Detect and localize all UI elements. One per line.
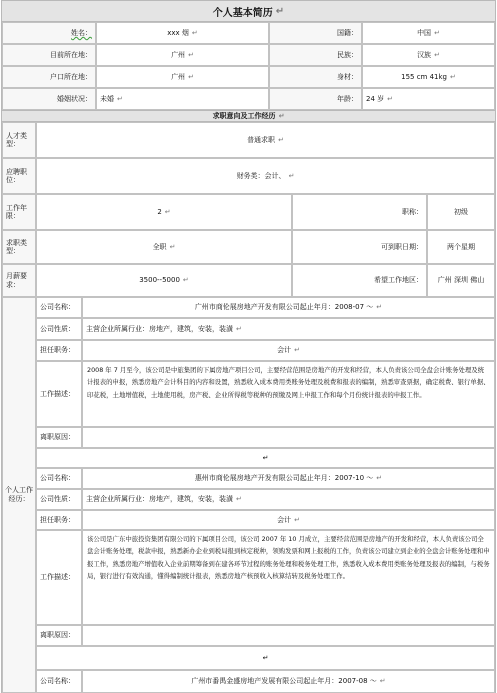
job1-nature-text: 主营企业所属行业：房地产，建筑，安装，装潢 <box>86 324 233 333</box>
job1-description: 2008 年 7 月至今，该公司是中旅集团的下属房地产项目公司，主要经营范围是房地产的开发和经营，本人负责该公司全盘会计账务处理及统计报表的申报，熟悉房地产会计科目的内容和设置，熟悉收入成本费用类账务处理及税费和报表的编制，熟悉审查票据，确定税费、银行单据、印花税，土地增值税，土地使用税，房产税、企业所得税等税种的预缴及网上申报工作和每个月份统计报表的申报工作。 <box>82 361 495 427</box>
job2-reason <box>82 625 495 646</box>
job1-company <box>82 297 495 318</box>
start-date-value: 两个星期 <box>427 230 495 264</box>
reason-label: 离职原因： <box>36 427 82 448</box>
job2-company-row <box>2 468 495 489</box>
name-value-text: xxx 烟 <box>167 28 189 37</box>
spacer-cell: ↵ <box>36 646 495 670</box>
salary-value <box>36 264 292 297</box>
job1-description-row <box>2 361 495 427</box>
paragraph-mark: ↵ <box>294 346 300 355</box>
paragraph-mark: ↵ <box>387 94 394 103</box>
ethnicity-value-text: 汉族 <box>417 50 432 59</box>
hukou-value <box>96 66 269 88</box>
intent-row-salary <box>2 264 495 297</box>
job3-company-row <box>2 670 495 693</box>
job2-company-text: 惠州市商伦展房地产开发有限公司起止年月：2007-10 ～ <box>194 474 374 483</box>
nationality-label: 国籍： <box>269 22 362 44</box>
page-title-text: 个人基本简历 <box>212 7 273 19</box>
paragraph-mark: ↵ <box>117 94 123 103</box>
nationality-value <box>362 22 495 44</box>
intent-row-type <box>2 122 495 158</box>
title-label: 职称： <box>292 194 427 230</box>
job2-description: 该公司是广东中旅投资集团有限公司的下属项目公司，该公司 2007 年 10 月成立，主要经营范围是房地产的开发和经营，本人负责该公司全盘会计账务处理，税款申报，熟悉新办企业到税局报到核定税种，领购发票和网上报税的工作，负责该公司建立到企业的全盘会计账务处理和申报工作，熟悉房地产增值收入企业前期筹备到在建各环节过程的账务处理和税务处理工作，熟悉收入成本费用类账务处理及报表的编制，与税务局，银行进行有效沟通，懂得编制统计报表，熟悉房地产核预收入核算结转及税务处理工作。 <box>82 530 495 625</box>
nationality-value-text: 中国 <box>417 28 432 37</box>
paragraph-mark: ↵ <box>434 28 440 37</box>
paragraph-mark: ↵ <box>450 72 456 81</box>
area-label: 希望工作地区： <box>292 264 427 297</box>
job2-position-text: 会计 <box>277 515 292 524</box>
talent-type-label: 人才类型： <box>2 122 36 158</box>
job2-company <box>82 468 495 489</box>
job2-description-row <box>2 530 495 625</box>
paragraph-mark: ↵ <box>379 677 386 686</box>
reason-label: 离职原因： <box>36 625 82 646</box>
age-value <box>362 88 495 110</box>
job1-company-text: 广州市商伦展房地产开发有限公司起止年月：2008-07 ～ <box>194 303 374 312</box>
location-value <box>96 44 269 66</box>
paragraph-mark: ↵ <box>376 474 383 483</box>
talent-type-value <box>36 122 495 158</box>
start-date-label: 可到职日期： <box>292 230 427 264</box>
basic-row-4 <box>2 88 495 110</box>
description-label: 工作描述： <box>36 361 82 427</box>
name-label <box>2 22 96 44</box>
years-value <box>36 194 292 230</box>
paragraph-mark: ↵ <box>191 28 198 37</box>
paragraph-mark: ↵ <box>278 112 285 120</box>
paragraph-mark: ↵ <box>188 50 194 59</box>
job-spacer-2 <box>2 646 495 670</box>
position-value-text: 财务类：会计、 <box>236 171 286 180</box>
job1-position-row <box>2 340 495 361</box>
years-label: 工作年限： <box>2 194 36 230</box>
hukou-label: 户口所在地： <box>2 66 96 88</box>
marital-value-text: 未婚 <box>100 94 114 103</box>
jobtype-value <box>36 230 292 264</box>
job1-nature-row <box>2 318 495 340</box>
nature-label: 公司性质： <box>36 318 82 340</box>
salary-label: 月薪要求： <box>2 264 36 297</box>
paragraph-mark: ↵ <box>182 276 189 285</box>
ethnicity-value <box>362 44 495 66</box>
paragraph-mark: ↵ <box>236 495 242 504</box>
section-title <box>2 110 495 122</box>
intent-row-years <box>2 194 495 230</box>
job2-nature-text: 主营企业所属行业：房地产，建筑，安装，装潢 <box>86 495 233 504</box>
job2-reason-row <box>2 625 495 646</box>
company-label: 公司名称： <box>36 670 82 693</box>
paragraph-mark: ↵ <box>294 515 300 524</box>
body-value <box>362 66 495 88</box>
description-label: 工作描述： <box>36 530 82 625</box>
jobtype-value-text: 全职 <box>152 242 167 251</box>
job1-company-row <box>2 297 495 318</box>
section-title-text: 求职意向及工作经历 <box>212 112 276 120</box>
basic-row-3 <box>2 66 495 88</box>
name-value <box>96 22 269 44</box>
job2-nature-row <box>2 489 495 510</box>
age-label: 年龄： <box>269 88 362 110</box>
paragraph-mark: ↵ <box>169 242 176 251</box>
job-spacer-1 <box>2 448 495 468</box>
position-label: 担任职务： <box>36 340 82 361</box>
basic-row-1 <box>2 22 495 44</box>
talent-type-value-text: 普通求职 <box>247 135 276 144</box>
intent-row-position <box>2 158 495 194</box>
job3-company <box>82 670 495 693</box>
job1-nature <box>82 318 495 340</box>
job1-reason-row <box>2 427 495 448</box>
paragraph-mark: ↵ <box>236 324 242 333</box>
job3-company-text: 广州市番禺金盛房地产发展有限公司起止年月：2007-08 ～ <box>191 677 377 686</box>
position-label: 应聘职位： <box>2 158 36 194</box>
jobtype-label: 求职类型： <box>2 230 36 264</box>
experience-label: 个人工作经历： <box>2 297 36 693</box>
paragraph-mark: ↵ <box>434 50 440 59</box>
salary-value-text: 3500--5000 <box>139 276 180 285</box>
job2-position-row <box>2 510 495 530</box>
job2-position <box>82 510 495 530</box>
job1-position-text: 会计 <box>277 346 292 355</box>
company-label: 公司名称： <box>36 297 82 318</box>
spacer-cell: ↵ <box>36 448 495 468</box>
marital-label: 婚姻状况： <box>2 88 96 110</box>
body-label: 身材： <box>269 66 362 88</box>
body-value-text: 155 cm 41kg <box>401 72 447 81</box>
paragraph-mark: ↵ <box>275 5 285 17</box>
job1-reason <box>82 427 495 448</box>
area-value: 广州 深圳 佛山 <box>427 264 495 297</box>
paragraph-mark: ↵ <box>376 303 383 312</box>
location-value-text: 广州 <box>171 50 186 59</box>
location-label: 目前所在地： <box>2 44 96 66</box>
company-label: 公司名称： <box>36 468 82 489</box>
job2-nature <box>82 489 495 510</box>
nature-label: 公司性质： <box>36 489 82 510</box>
job1-position <box>82 340 495 361</box>
paragraph-mark: ↵ <box>164 207 171 216</box>
page-title <box>2 0 495 22</box>
intent-row-jobtype <box>2 230 495 264</box>
hukou-value-text: 广州 <box>171 72 186 81</box>
basic-row-2 <box>2 44 495 66</box>
title-value: 初级 <box>427 194 495 230</box>
paragraph-mark: ↵ <box>188 72 194 81</box>
position-value <box>36 158 495 194</box>
paragraph-mark: ↵ <box>278 135 284 144</box>
age-value-text: 24 岁 <box>366 94 385 103</box>
name-label-text: 姓名： <box>71 28 92 37</box>
position-label: 担任职务： <box>36 510 82 530</box>
marital-value <box>96 88 269 110</box>
ethnicity-label: 民族： <box>269 44 362 66</box>
paragraph-mark: ↵ <box>288 171 295 180</box>
years-value-text: 2 <box>157 207 162 216</box>
